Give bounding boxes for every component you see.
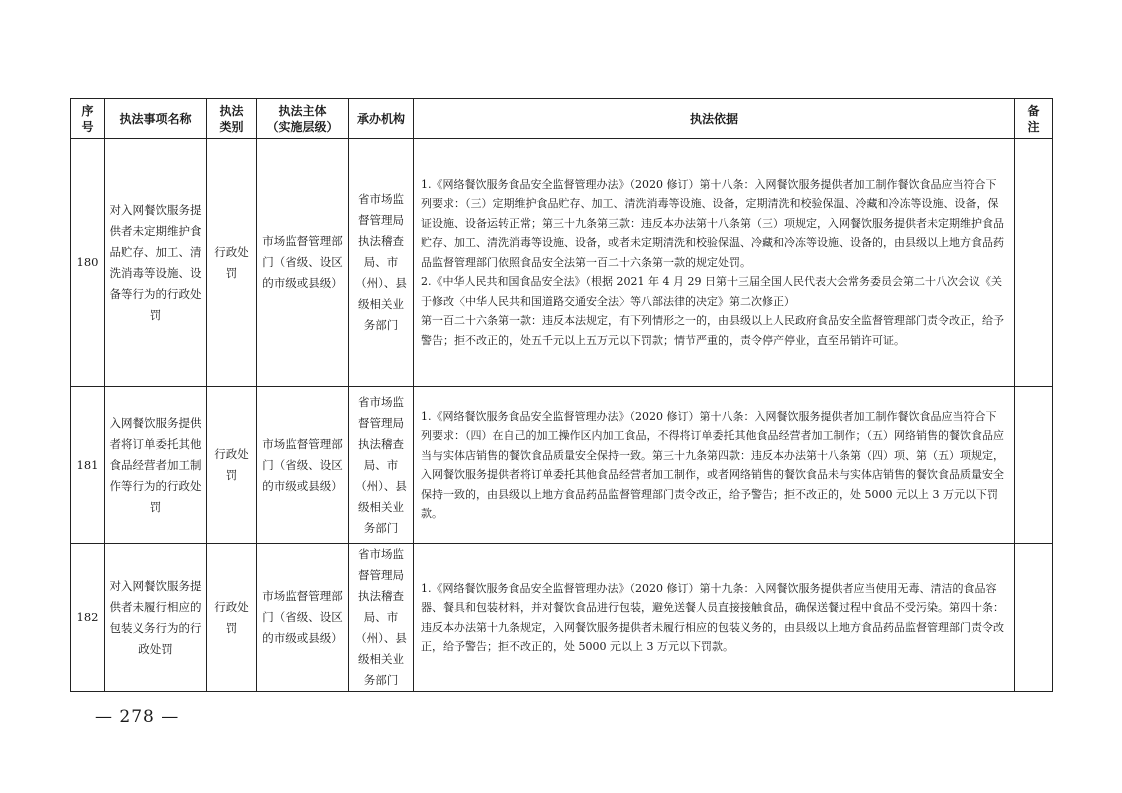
enforcement-items-table [70,98,1053,692]
row-seq: 182 [71,544,105,692]
row-item-name: 对入网餐饮服务提供者未定期维护食品贮存、加工、清洗消毒等设施、设备等行为的行政处罚 [105,139,207,387]
table-header-row [71,99,1053,139]
header-item-name: 执法事项名称 [105,99,207,139]
row-basis [414,139,1015,387]
basis-paragraph: 1.《网络餐饮服务食品安全监督管理办法》（2020 修订）第十八条：入网餐饮服务提供者加工制作餐饮食品应当符合下列要求：（四）在自己的加工操作区内加工食品，不得将订单委托其他食品经营者加工制作；（五）网络销售的餐饮食品应当与实体店销售的餐饮食品质量安全保持一致。第三十九条第四款：违反本办法第十八条第（四）项、第（五）项规定，入网餐饮服务提供者将订单委托其他食品经营者加工制作，或者网络销售的餐饮食品未与实体店销售的餐饮食品质量安全保持一致的，由县级以上地方食品药品监督管理部门责令改正，给予警告；拒不改正的，处 5000 元以上 3 万元以下罚款。 [421,409,1004,520]
basis-paragraph: 1.《网络餐饮服务食品安全监督管理办法》（2020 修订）第十八条：入网餐饮服务提供者加工制作餐饮食品应当符合下列要求：（三）定期维护食品贮存、加工、清洗消毒等设施、设备，定期清洗和校验保温、冷藏和冷冻等设施、设备，保证设施、设备运转正常；第三十九条第三款：违反本办法第十八条第（三）项规定，入网餐饮服务提供者未定期维护食品贮存、加工、清洗消毒等设施、设备，或者未定期清洗和校验保温、冷藏和冷冻等设施、设备的，由县级以上地方食品药品监督管理部门依照食品安全法第一百二十六条第一款的规定处罚。 [421,177,1004,269]
header-remark: 备 注 [1015,99,1053,139]
header-org: 承办机构 [349,99,414,139]
row-category: 行政处罚 [207,544,257,692]
table-row [71,544,1053,692]
header-category: 执法 类别 [207,99,257,139]
basis-paragraph: 第一百二十六条第一款：违反本法规定，有下列情形之一的，由县级以上人民政府食品安全监督管理部门责令改正，给予警告；拒不改正的，处五千元以上五万元以下罚款；情节严重的，责令停产停业，直至吊销许可证。 [421,314,1004,347]
row-remark [1015,139,1053,387]
table-row [71,387,1053,544]
row-seq: 181 [71,387,105,544]
row-org: 省市场监督管理局执法稽查局、市（州）、县级相关业务部门 [349,544,414,692]
table-row [71,139,1053,387]
row-subject: 市场监督管理部门（省级、设区的市级或县级） [257,387,349,544]
basis-paragraph: 2.《中华人民共和国食品安全法》（根据 2021 年 4 月 29 日第十三届全国人民代表大会常务委员会第二十八次会议《关于修改〈中华人民共和国道路交通安全法〉等八部法律的决定》第二次修正） [421,275,1002,308]
row-item-name: 入网餐饮服务提供者将订单委托其他食品经营者加工制作等行为的行政处罚 [105,387,207,544]
header-subject: 执法主体 （实施层级） [257,99,349,139]
row-item-name: 对入网餐饮服务提供者未履行相应的包装义务行为的行政处罚 [105,544,207,692]
row-subject: 市场监督管理部门（省级、设区的市级或县级） [257,544,349,692]
row-category: 行政处罚 [207,139,257,387]
row-category: 行政处罚 [207,387,257,544]
row-basis [414,544,1015,692]
row-basis [414,387,1015,544]
row-org: 省市场监督管理局执法稽查局、市（州）、县级相关业务部门 [349,139,414,387]
row-remark [1015,387,1053,544]
row-org: 省市场监督管理局执法稽查局、市（州）、县级相关业务部门 [349,387,414,544]
header-seq: 序 号 [71,99,105,139]
row-subject: 市场监督管理部门（省级、设区的市级或县级） [257,139,349,387]
row-remark [1015,544,1053,692]
basis-paragraph: 1.《网络餐饮服务食品安全监督管理办法》（2020 修订）第十九条：入网餐饮服务提供者应当使用无毒、清洁的食品容器、餐具和包装材料，并对餐饮食品进行包装，避免送餐人员直接接触食品，确保送餐过程中食品不受污染。第四十条：违反本办法第十九条规定，入网餐饮服务提供者未履行相应的包装义务的，由县级以上地方食品药品监督管理部门责令改正，给予警告；拒不改正的，处 5000 元以上 3 万元以下罚款。 [421,581,1004,653]
page-number: — 278 — [95,707,180,727]
row-seq: 180 [71,139,105,387]
header-basis: 执法依据 [414,99,1015,139]
